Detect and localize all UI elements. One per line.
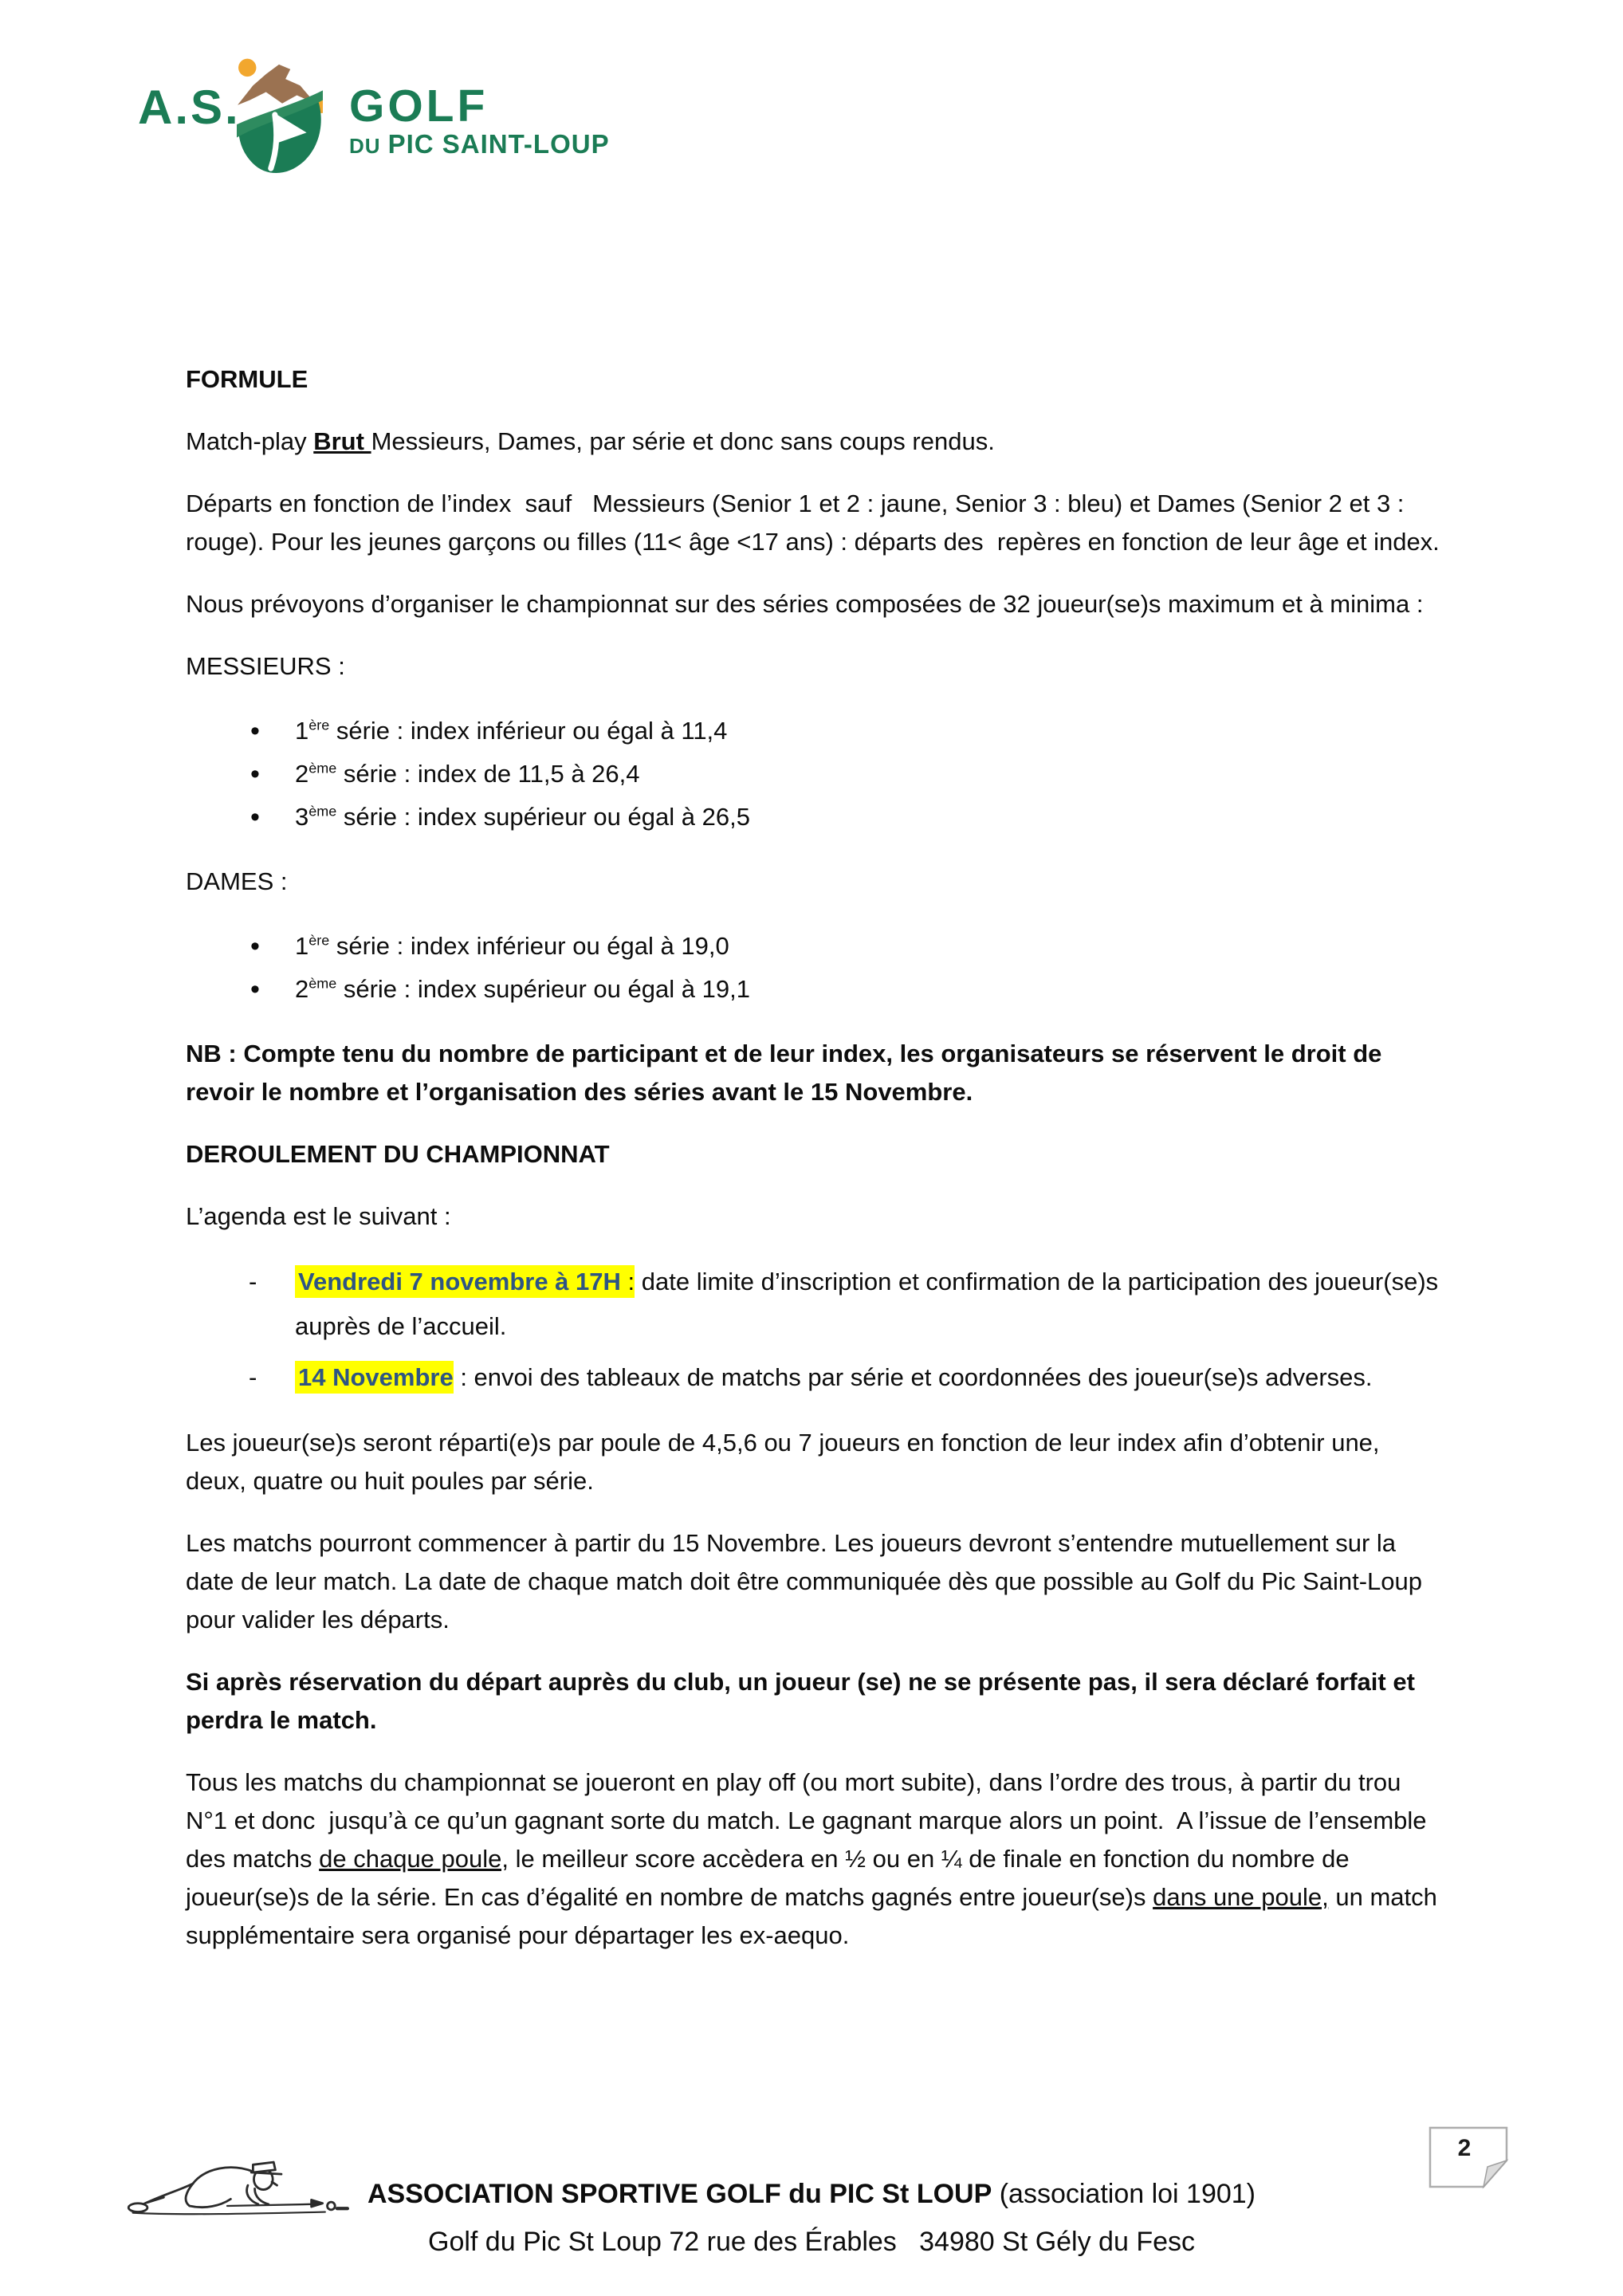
paragraph-playoff <box>186 1763 1445 1955</box>
list-item-messieurs-1 <box>295 710 1445 753</box>
logo-golf-text: GOLF <box>349 81 489 132</box>
list-item-messieurs-2 <box>295 753 1445 796</box>
serie-sup: ème <box>308 760 337 776</box>
agenda-item-text: date limite d’inscription et confirmation de la participation des joueur(se)s auprès de l’accueil. <box>295 1268 1445 1340</box>
footer-association-name: ASSOCIATION SPORTIVE GOLF du PIC St LOUP <box>367 2179 992 2209</box>
paragraph-poules: Les joueur(se)s seront réparti(e)s par poule de 4,5,6 ou 7 joueurs en fonction de leur index afin d’obtenir une, deux, quatre ou huit poules par série. <box>186 1429 1387 1495</box>
label-dames: DAMES : <box>186 867 288 895</box>
footer-association-type: (association loi 1901) <box>992 2179 1256 2209</box>
playoff-t2: le meilleur score accèdera en ½ ou en ¼ de finale en fonction du nombre de joueur(se)s de la série. En cas d’égalité en nombre de matchs gagnés entre joueur(se)s <box>186 1845 1357 1911</box>
footer-line1 <box>0 2179 1623 2210</box>
document-body <box>186 360 1445 1979</box>
serie-sup: ère <box>308 717 330 733</box>
messieurs-list <box>186 710 1445 839</box>
agenda-item-deadline <box>295 1260 1445 1349</box>
logo-sub-text: PIC SAINT-LOUP <box>387 129 610 159</box>
logo-subtitle <box>349 129 610 159</box>
logo-du-text: DU <box>349 134 381 158</box>
serie-text: série : index de 11,5 à 26,4 <box>336 760 640 788</box>
page-number: 2 <box>1457 2135 1472 2161</box>
highlight-colon: : <box>621 1265 635 1298</box>
paragraph-nb: NB : Compte tenu du nombre de participant et de leur index, les organisateurs se réservent le droit de revoir le nombre et l’organisation des séries avant le 15 Novembre. <box>186 1040 1389 1106</box>
label-messieurs: MESSIEURS : <box>186 652 345 680</box>
serie-text: série : index inférieur ou égal à 19,0 <box>329 932 729 960</box>
playoff-t3: un match supplémentaire sera organisé pour départager les ex-aequo. <box>186 1883 1444 1949</box>
playoff-underline-2: dans une poule, <box>1153 1883 1329 1911</box>
playoff-t1: Tous les matchs du championnat se joueront en play off (ou mort subite), dans l’ordre des trous, à partir du trou N°1 et donc jusqu’à ce qu’un gagnant sorte du match. Le gagnant marque alors un point. A l’issue de l’ensemble des matchs <box>186 1768 1434 1873</box>
footer-address: Golf du Pic St Loup 72 rue des Érables 34980 St Gély du Fesc <box>428 2227 1195 2257</box>
heading-deroulement: DEROULEMENT DU CHAMPIONNAT <box>186 1140 610 1168</box>
paragraph-departs: Départs en fonction de l’index sauf Messieurs (Senior 1 et 2 : jaune, Senior 3 : bleu) et Dames (Senior 2 et 3 : rouge). Pour les jeunes garçons ou filles (11< âge <17 ans) : départs des repères en fonction de leur âge et index. <box>186 489 1440 556</box>
serie-num: 1 <box>295 717 309 745</box>
list-item-messieurs-3 <box>295 796 1445 839</box>
paragraph-matchs-dates: Les matchs pourront commencer à partir du 15 Novembre. Les joueurs devront s’entendre mutuellement sur la date de leur match. La date de chaque match doit être communiquée dès que possible au Golf du Pic Saint-Loup pour valider les départs. <box>186 1529 1429 1634</box>
paragraph-matchplay <box>186 423 1445 461</box>
matchplay-post: Messieurs, Dames, par série et donc sans coups rendus. <box>371 427 995 455</box>
matchplay-brut: Brut <box>313 427 371 455</box>
club-logo <box>0 0 1623 211</box>
list-item-dames-1 <box>295 925 1445 968</box>
paragraph-agenda-intro: L’agenda est le suivant : <box>186 1202 451 1230</box>
serie-num: 1 <box>295 932 309 960</box>
paragraph-series-max: Nous prévoyons d’organiser le championnat sur des séries composées de 32 joueur(se)s maximum et à minima : <box>186 590 1424 618</box>
list-item-dames-2 <box>295 968 1445 1011</box>
dames-list <box>186 925 1445 1011</box>
serie-num: 3 <box>295 803 309 831</box>
serie-text: série : index inférieur ou égal à 11,4 <box>329 717 728 745</box>
logo-as-text: A.S. <box>138 81 241 134</box>
serie-sup: ème <box>308 975 337 992</box>
playoff-underline-1: de chaque poule, <box>319 1845 509 1873</box>
agenda-item-text: : envoi des tableaux de matchs par série et coordonnées des joueur(se)s adverses. <box>453 1363 1373 1391</box>
serie-text: série : index supérieur ou égal à 19,1 <box>336 975 750 1003</box>
serie-sup: ème <box>308 803 337 820</box>
serie-num: 2 <box>295 975 309 1003</box>
serie-sup: ère <box>308 932 330 949</box>
agenda-item-tableaux <box>295 1355 1445 1400</box>
highlight-date-7-nov: Vendredi 7 novembre à 17H <box>295 1265 621 1298</box>
heading-formule: FORMULE <box>186 365 308 393</box>
serie-num: 2 <box>295 760 309 788</box>
highlight-date-14-nov: 14 Novembre <box>295 1361 454 1394</box>
matchplay-pre: Match-play <box>186 427 314 455</box>
agenda-list <box>186 1260 1445 1400</box>
golf-club-logo-icon <box>237 54 324 179</box>
serie-text: série : index supérieur ou égal à 26,5 <box>336 803 750 831</box>
paragraph-forfait: Si après réservation du départ auprès du club, un joueur (se) ne se présente pas, il sera déclaré forfait et perdra le match. <box>186 1668 1422 1734</box>
